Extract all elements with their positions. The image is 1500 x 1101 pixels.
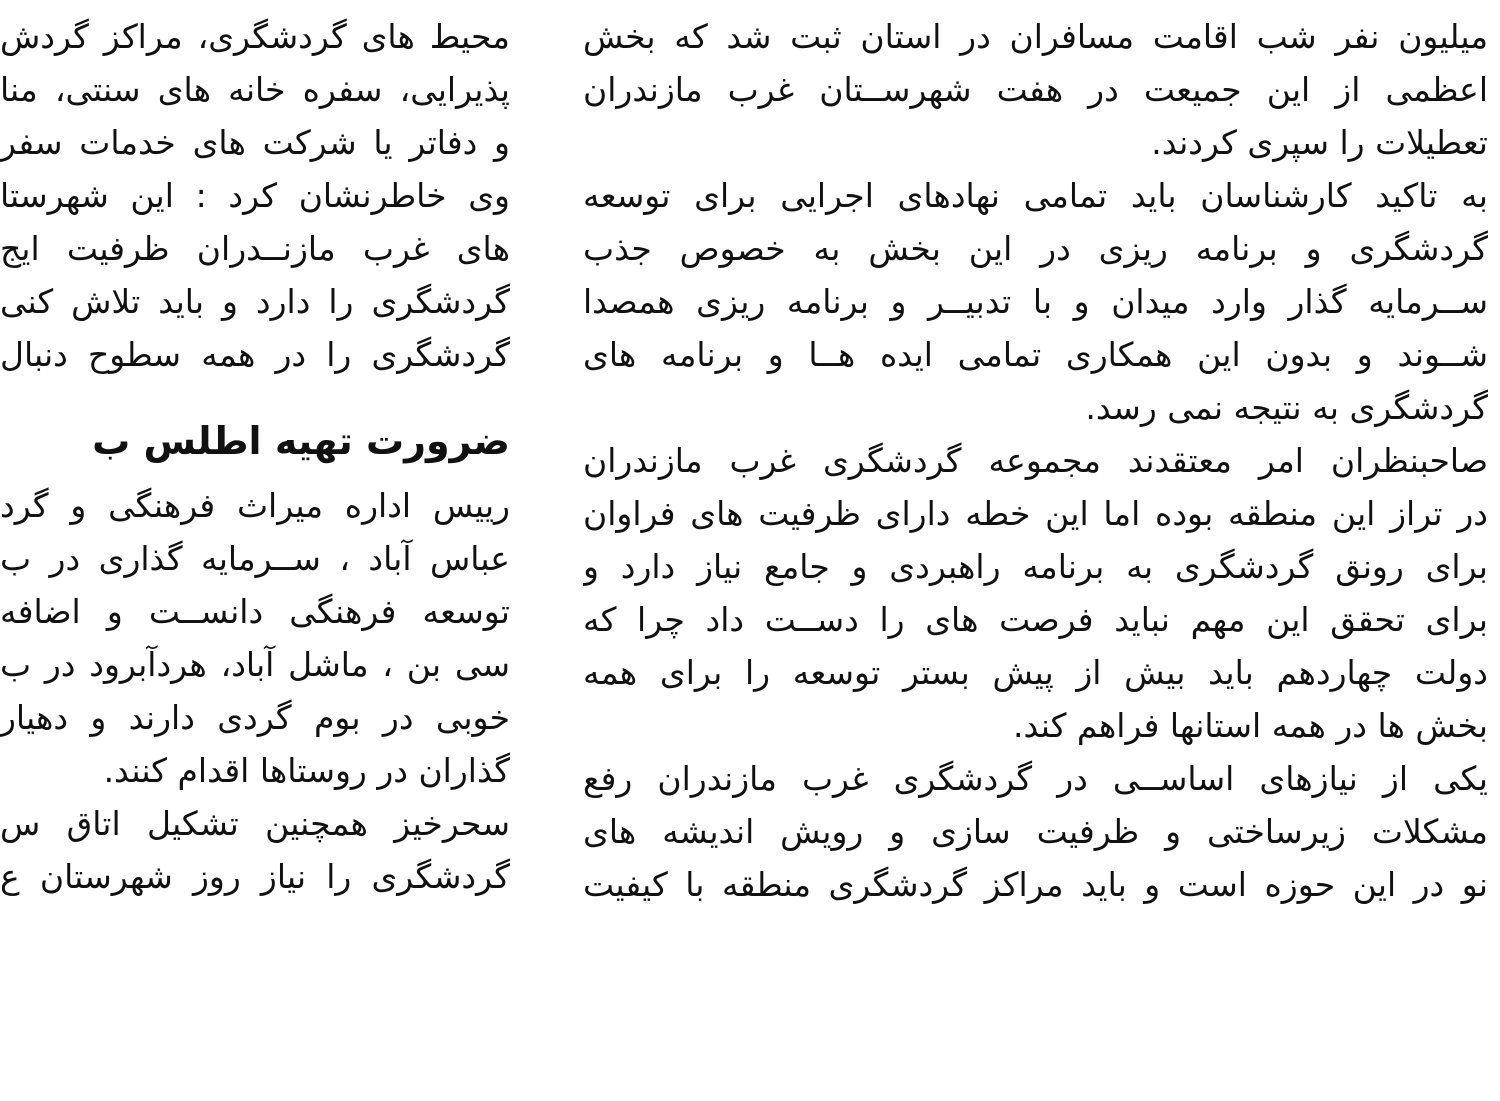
text-line: و دفاتر یا شرکت های خدمات سفر: [0, 123, 510, 162]
text-line: بخش ها در همه استانها فراهم کند.: [1012, 706, 1488, 745]
text-line: گردشگری و برنامه ریزی در این بخش به خصوص جذب: [583, 229, 1488, 268]
text-line: ســرمایه گذار وارد میدان و با تدبیــر و برنامه ریزی همصدا: [583, 282, 1488, 321]
article-column-right: [583, 10, 1488, 911]
text-line: شــوند و بدون این همکاری تمامی ایده هــا و برنامه های: [583, 335, 1488, 374]
text-line: محیط های گردشگری، مراکز گردش: [0, 17, 510, 56]
text-line: گردشگری را نیاز روز شهرستان ع: [0, 857, 510, 896]
text-line: مشکلات زیرساختی و ظرفیت سازی و رویش اندیشه های: [583, 812, 1488, 851]
text-line: رییس اداره میراث فرهنگی و گرد: [0, 486, 510, 525]
text-line: برای تحقق این مهم نباید فرصت های را دســت داد چرا که: [583, 600, 1488, 639]
section-heading: ضرورت تهیه اطلس ب: [92, 419, 510, 463]
text-line: سحرخیز همچنین تشکیل اتاق س: [0, 804, 510, 843]
text-line: سی بن ، ماشل آباد، هردآبرود در ب: [0, 645, 510, 684]
text-line: گردشگری به نتیجه نمی رسد.: [1085, 388, 1488, 427]
text-line: گردشگری را دارد و باید تلاش کنی: [0, 282, 510, 321]
text-line: دولت چهاردهم باید بیش از پیش بستر توسعه را برای همه: [583, 653, 1488, 692]
text-line: های غرب مازنــدران ظرفیت ایج: [0, 229, 510, 268]
text-line: تعطیلات را سپری کردند.: [1151, 123, 1488, 162]
text-line: یکی از نیازهای اساســی در گردشگری غرب مازندران رفع: [583, 759, 1488, 798]
text-line: توسعه فرهنگی دانســت و اضافه: [0, 592, 510, 631]
text-line: گذاران در روستاها اقدام کنند.: [103, 751, 510, 790]
article-column-left: [0, 10, 510, 903]
text-line: میلیون نفر شب اقامت مسافران در استان ثبت شد که بخش: [583, 17, 1488, 56]
text-line: اعظمی از این جمیعت در هفت شهرســتان غرب مازندران: [583, 70, 1488, 109]
text-line: وی خاطرنشان کرد : این شهرستا: [0, 176, 510, 215]
text-line: خوبی در بوم گردی دارند و دهیار: [0, 698, 510, 737]
text-line: گردشگری را در همه سطوح دنبال: [0, 335, 510, 374]
text-line: پذیرایی، سفره خانه های سنتی، منا: [0, 70, 510, 109]
text-line: نو در این حوزه است و باید مراکز گردشگری منطقه با کیفیت: [583, 865, 1488, 904]
text-line: عباس آباد ، ســرمایه گذاری در ب: [0, 539, 510, 578]
text-line: در تراز این منطقه بوده اما این خطه دارای ظرفیت های فراوان: [583, 494, 1488, 533]
text-line: برای رونق گردشگری به برنامه راهبردی و جامع نیاز دارد و: [583, 547, 1488, 586]
text-line: صاحبنظران امر معتقدند مجموعه گردشگری غرب مازندران: [583, 441, 1488, 480]
text-line: به تاکید کارشناسان باید تمامی نهادهای اجرایی برای توسعه: [583, 176, 1488, 215]
